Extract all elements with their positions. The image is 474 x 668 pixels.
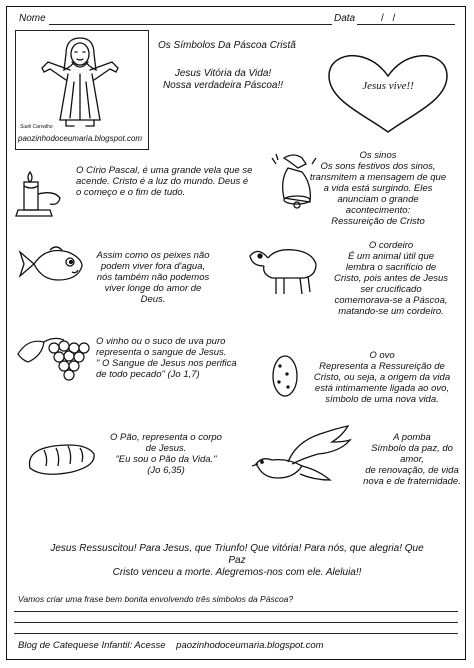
- egg-icon: [270, 352, 300, 400]
- pomba-line: nova e de fraternidade.: [363, 476, 461, 487]
- closing-line: Jesus Ressuscitou! Para Jesus, que Triunfo! Que vitória! Para nós, que alegria! Que: [50, 543, 424, 554]
- nome-label: Nome: [19, 13, 46, 24]
- candle-icon: [14, 168, 70, 220]
- vinho-line: representa o sangue de Jesus.: [96, 347, 227, 358]
- cordeiro-line: É um animal útil que: [347, 251, 435, 262]
- cordeiro-line: comemorava-se a Páscoa,: [334, 295, 448, 306]
- peixe-line: nós também não podemos: [96, 272, 210, 283]
- peixe-line: Assim como os peixes não: [96, 250, 210, 261]
- pao-line: de Jesus.: [145, 443, 187, 454]
- cordeiro-line: Cristo, pois antes de Jesus: [333, 273, 449, 284]
- date-slashes: / /: [381, 13, 399, 24]
- vinho-line: de todo pecado" (Jo 1,7): [96, 369, 200, 380]
- pomba-text: [358, 432, 466, 487]
- sinos-line: Os sons festivos dos sinos,: [320, 161, 436, 172]
- vinho-line: O vinho ou o suco de uva puro: [96, 336, 226, 347]
- cordeiro-line: lembra o sacrifício de: [345, 262, 437, 273]
- ovo-line: símbolo de uma nova vida.: [325, 394, 439, 405]
- nome-line: [49, 24, 332, 25]
- ovo-line: Cristo, ou seja, a origem da vida: [313, 372, 451, 383]
- pao-line: "Eu sou o Pão da Vida.": [115, 454, 217, 465]
- data-label: Data: [334, 13, 356, 24]
- peixe-line: Deus.: [140, 294, 166, 305]
- dove-icon: [248, 424, 354, 492]
- footer: [18, 640, 324, 651]
- subtitle-line-1: Jesus Vitória da Vida!: [174, 68, 272, 79]
- pao-text: [96, 432, 236, 476]
- vinho-line: " O Sangue de Jesus nos perifica: [96, 358, 237, 369]
- sinos-line: anunciam o grande: [337, 194, 419, 205]
- peixe-line: viver longe do amor de: [104, 283, 202, 294]
- peixe-text: [84, 250, 222, 305]
- cirio-line: acende. Cristo é a luz do mundo. Deus é: [76, 176, 249, 187]
- sinos-line: Os sinos: [359, 150, 397, 161]
- answer-line-2[interactable]: [14, 622, 458, 623]
- pomba-line: Símbolo da paz, do amor,: [371, 443, 453, 465]
- pao-line: O Pão, representa o corpo: [110, 432, 222, 443]
- footer-label: Blog de Catequese Infantil: Acesse: [18, 640, 166, 651]
- ovo-line: O ovo: [369, 350, 395, 361]
- sinos-text: [292, 150, 464, 227]
- portrait-blog-url: paozinhodoceumaria.blogspot.com: [18, 134, 143, 143]
- closing-message: [10, 543, 464, 579]
- fish-icon: [18, 242, 88, 288]
- subtitle-line-2: Nossa verdadeira Páscoa!!: [162, 80, 284, 91]
- vinho-text: [96, 336, 276, 380]
- grapes-icon: [14, 332, 90, 384]
- pomba-line: A pomba: [393, 432, 431, 443]
- answer-line-3[interactable]: [14, 633, 458, 634]
- footer-url[interactable]: paozinhodoceumaria.blogspot.com: [176, 640, 324, 651]
- cordeiro-line: O cordeiro: [368, 240, 414, 251]
- jesus-drawing-icon: [30, 32, 130, 132]
- cirio-line: O Círio Pascal, é uma grande vela que se: [76, 165, 253, 176]
- peixe-line: podem viver fora d'agua,: [100, 261, 206, 272]
- heart-icon: [323, 52, 453, 134]
- sinos-line: a vida está surgindo. Eles: [323, 183, 433, 194]
- heart-text: Jesus vive!!: [362, 80, 414, 92]
- cirio-line: o começo e o fim de tudo.: [76, 187, 186, 198]
- answer-line-1[interactable]: [14, 611, 458, 612]
- pao-line: (Jo 6,35): [147, 465, 185, 476]
- page-title: Os Símbolos Da Páscoa Cristã: [158, 40, 296, 51]
- cordeiro-text: [318, 240, 464, 317]
- data-line: [357, 24, 455, 25]
- closing-line: Paz: [228, 555, 246, 566]
- ovo-line: está intimamente ligada ao ovo,: [314, 383, 450, 394]
- cordeiro-line: ser crucificado: [360, 284, 422, 295]
- ovo-line: Representa a Ressureição de: [319, 361, 445, 372]
- sinos-line: Ressureição de Cristo: [331, 216, 425, 227]
- cordeiro-line: matando-se um cordeiro.: [338, 306, 444, 317]
- ovo-text: [302, 350, 462, 405]
- lamb-icon: [246, 240, 322, 298]
- closing-line: Cristo venceu a morte. Alegremos-nos com ele. Aleluia!!: [112, 567, 362, 578]
- pomba-line: de renovação, de vida: [365, 465, 459, 476]
- bread-icon: [24, 440, 98, 478]
- sinos-line: transmitem a mensagem de que: [309, 172, 447, 183]
- artist-signature: Sueli Carvalho: [20, 124, 53, 130]
- exercise-prompt: Vamos criar uma frase bem bonita envolvendo três simbolos da Páscoa?: [18, 594, 294, 604]
- cirio-text: [76, 165, 276, 198]
- sinos-line: acontecimento:: [345, 205, 411, 216]
